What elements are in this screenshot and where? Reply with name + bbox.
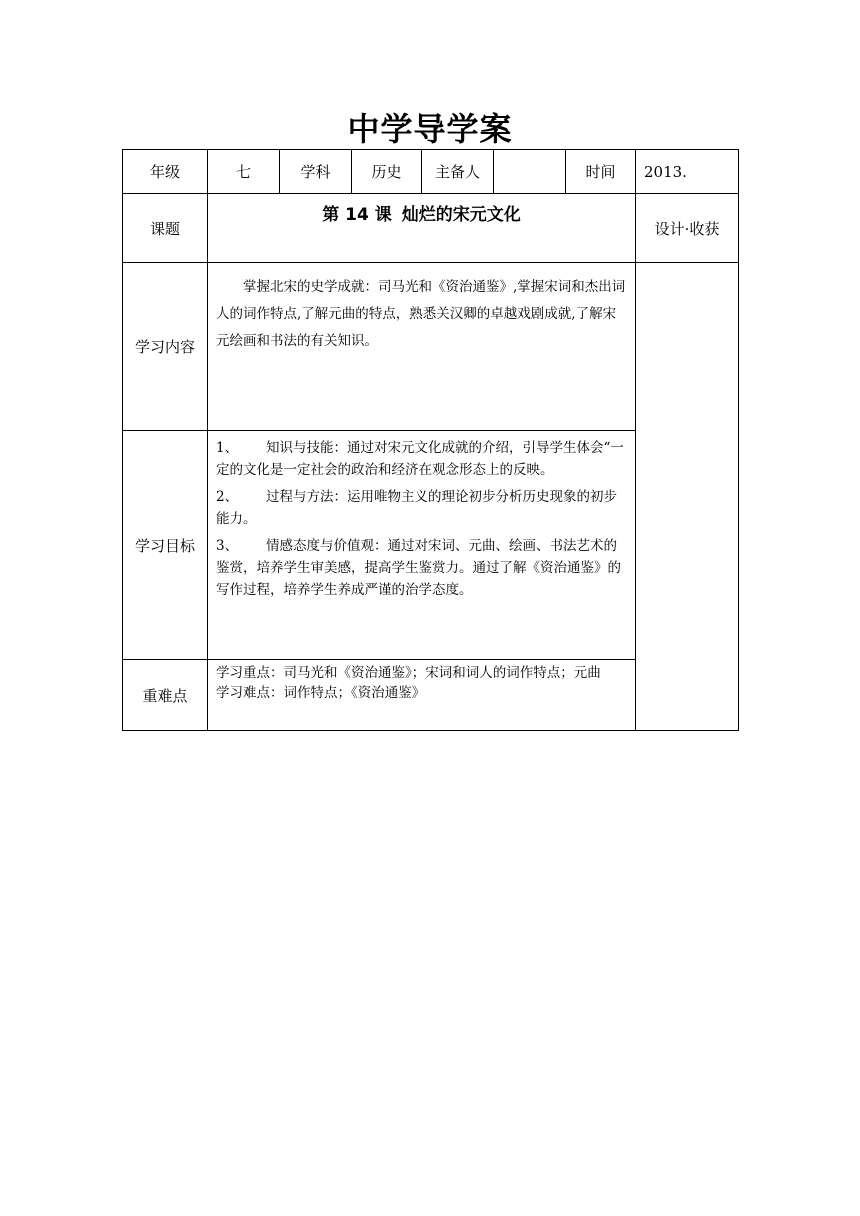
grade-label: 年级 (123, 150, 208, 194)
design-notes-area (636, 263, 739, 731)
goal-item (216, 535, 629, 601)
content-row (123, 263, 739, 431)
goal-number: 3、 (216, 538, 239, 554)
content-label: 学习内容 (123, 263, 208, 431)
header-row (123, 150, 739, 194)
goal-text: 知识与技能：通过对宋元文化成就的介绍，引导学生体会“一定的文化是一定社会的政治和经济在观念形态上的反映。 (216, 440, 624, 478)
preparer-value (494, 150, 566, 194)
lesson-number: 第 14 课 (322, 205, 392, 225)
topic-row (123, 194, 739, 263)
goals-list (208, 431, 636, 660)
preparer-label: 主备人 (422, 150, 494, 194)
lesson-title (208, 194, 636, 263)
goal-item (216, 437, 629, 481)
key-points-text (208, 660, 636, 731)
goal-text: 过程与方法：运用唯物主义的理论初步分析历史现象的初步能力。 (216, 489, 617, 527)
page-title: 中学导学案 (347, 110, 513, 148)
topic-label: 课题 (123, 194, 208, 263)
lesson-plan-table (122, 149, 739, 731)
goal-number: 1、 (216, 440, 239, 456)
goal-item (216, 486, 629, 530)
subject-value: 历史 (352, 150, 422, 194)
focus-text: 学习重点：司马光和《资治通鉴》；宋词和词人的词作特点；元曲 (216, 665, 601, 681)
time-label: 时间 (566, 150, 636, 194)
lesson-name: 灿烂的宋元文化 (401, 205, 521, 225)
goal-number: 2、 (216, 489, 239, 505)
key-points-label: 重难点 (123, 660, 208, 731)
content-text: 掌握北宋的史学成就：司马光和《资治通鉴》,掌握宋词和杰出词人的词作特点,了解元曲的特点，熟悉关汉卿的卓越戏剧成就,了解宋元绘画和书法的有关知识。 (208, 263, 636, 431)
time-value: 2013. (636, 150, 739, 194)
goal-text: 情感态度与价值观：通过对宋词、元曲、绘画、书法艺术的鉴赏，培养学生审美感，提高学生鉴赏力。通过了解《资治通鉴》的写作过程，培养学生养成严谨的治学态度。 (216, 538, 621, 598)
subject-label: 学科 (280, 150, 352, 194)
difficulty-text: 学习难点：词作特点；《资治通鉴》 (216, 685, 426, 701)
design-label: 设计·收获 (636, 194, 739, 263)
goals-label: 学习目标 (123, 431, 208, 660)
grade-value: 七 (208, 150, 280, 194)
